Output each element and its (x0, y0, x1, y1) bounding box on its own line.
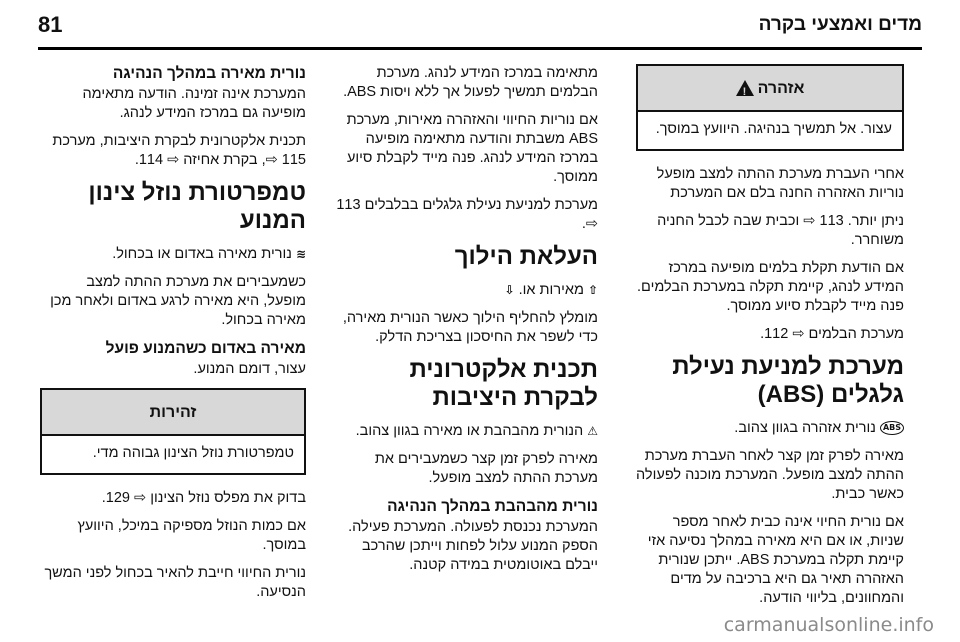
caution-box (40, 388, 306, 475)
block-title: נורית מאירה במהלך הנהיגה (112, 65, 306, 82)
paragraph: אחרי העברת מערכת ההתה למצב מופעל נוריות האזהרה החנה בלם אם המערכת (656, 166, 904, 201)
esp-car-icon: ⚠ (587, 424, 598, 439)
paragraph: נורית החיווי חייבת להאיר בכחול לפני המשך הנסיעה. (44, 565, 306, 600)
paragraph: אם כמות הנוזל מספיקה במיכל, היוועץ במוסך. (77, 518, 306, 553)
paragraph: אם הודעת תקלת בלמים מופיעה במרכז המידע לנהג, קיימת תקלה במערכת הבלמים. פנה מייד לקבלת סיוע ממוסך. (637, 260, 904, 314)
warning-triangle-icon (736, 80, 754, 96)
warning-box-header (638, 66, 902, 112)
column-middle (330, 64, 598, 584)
paragraph: תכנית אלקטרונית לבקרת היציבות, מערכת 115 ⇨, בקרת אחיזה ⇨ 114. (52, 133, 306, 168)
abs-circle-icon: ABS (880, 421, 904, 435)
paragraph: ≋ נורית מאירה באדום או בכחול. (112, 246, 306, 262)
block-title: מאירה באדום כשהמנוע פועל (105, 340, 306, 357)
paragraph: מערכת הבלמים ⇨ 112. (760, 326, 904, 342)
paragraph: ⇧ מאירות או. ⇩ (504, 282, 598, 298)
caution-box-body: טמפרטורת נוזל הצינון גבוהה מדי. (92, 445, 294, 461)
paragraph: אם נורית החיוי אינה כבית לאחר מספר שניות, או אם היא מאירה במהלך נסיעה אזי קיימת תקלה במערכת ABS. ייתכן שנורית האזהרה תאיר גם היא ברכיבה על מדים והמחוונים, בליווי הודעה. (647, 514, 904, 606)
section-title-esp: תכנית אלקטרונית לבקרת היציבות (409, 356, 598, 411)
paragraph: מומלץ להחליף הילוך כאשר הנורית מאירה, כדי לשפר את החיסכון בצריכת הדלק. (342, 310, 598, 345)
watermark: carmanualsonline.info (723, 614, 934, 636)
paragraph: מערכת למניעת נעילת גלגלים בבלבלים 113 ⇨. (336, 197, 598, 232)
paragraph: מאירה לפרק זמן קצר כשמעבירים את מערכת ההתה למצב מופעל. (374, 451, 598, 486)
column-left (40, 64, 306, 611)
paragraph: המערכת נכנסת לפעולה. המערכת פעילה. הספק המנוע עלול לפחות וייתכן שהרכב ייבלם באוטומטית במידה קטנה. (348, 519, 598, 573)
header-rule (38, 47, 922, 50)
column-right (636, 64, 904, 617)
page-number: 81 (38, 12, 63, 37)
shift-arrow-icon: ⇧ (587, 283, 598, 298)
paragraph: אם נוריות החיווי והאזהרה מאירות, מערכת ABS משבתת והודעה מתאימה מופיעה במרכז המידע לנהג. פנה מייד לקבלת סיוע ממוסך. (346, 112, 598, 185)
paragraph: ⚠ הנורית מהבהבת או מאירה בגוון צהוב. (355, 423, 598, 439)
warning-title: אזהרה (757, 79, 805, 97)
caution-box-header: זהירות (42, 390, 304, 436)
warning-box-body: עצור. אל תמשיך בנהיגה. היוועץ במוסך. (655, 121, 892, 137)
paragraph: ABS נורית אזהרה בגוון צהוב. (636, 419, 904, 438)
section-title-coolant: טמפרטורת נוזל צינון המנוע (88, 179, 306, 234)
paragraph: כשמעבירים את מערכת ההתה למצב מופעל, היא מאירה לרגע באדום ולאחר מכן מאירה בכחול. (50, 274, 306, 328)
running-title: מדים ואמצעי בקרה (758, 14, 922, 35)
coolant-thermometer-icon: ≋ (295, 247, 306, 262)
warning-box (636, 64, 904, 151)
section-title-abs: מערכת למניעת נעילת גלגלים (ABS) (672, 353, 904, 408)
section-title-shift: העלאת הילוך (454, 243, 598, 270)
page-header (38, 12, 922, 44)
paragraph: מתאימה במרכז המידע לנהג. מערכת הבלמים תמשיך לפעול אך ללא ויסות ABS. (343, 65, 598, 100)
paragraph: מאירה לפרק זמן קצר לאחר העברת מערכת ההתה למצב מופעל. המערכת מוכנה לפעולה כאשר כבית. (636, 448, 904, 502)
paragraph: בדוק את מפלס נוזל הצינון ⇨ 129. (101, 490, 306, 506)
shift-arrow-icon: ⇩ (504, 283, 515, 298)
paragraph: המערכת אינה זמינה. הודעה מתאימה מופיעה גם במרכז המידע לנהג. (82, 86, 306, 121)
paragraph: ניתן יותר. 113 ⇨ וכבית שבה לכבל החניה משוחרר. (657, 213, 904, 248)
paragraph: עצור, דומם המנוע. (193, 361, 306, 377)
block-title: נורית מהבהבת במהלך הנהיגה (387, 498, 598, 515)
